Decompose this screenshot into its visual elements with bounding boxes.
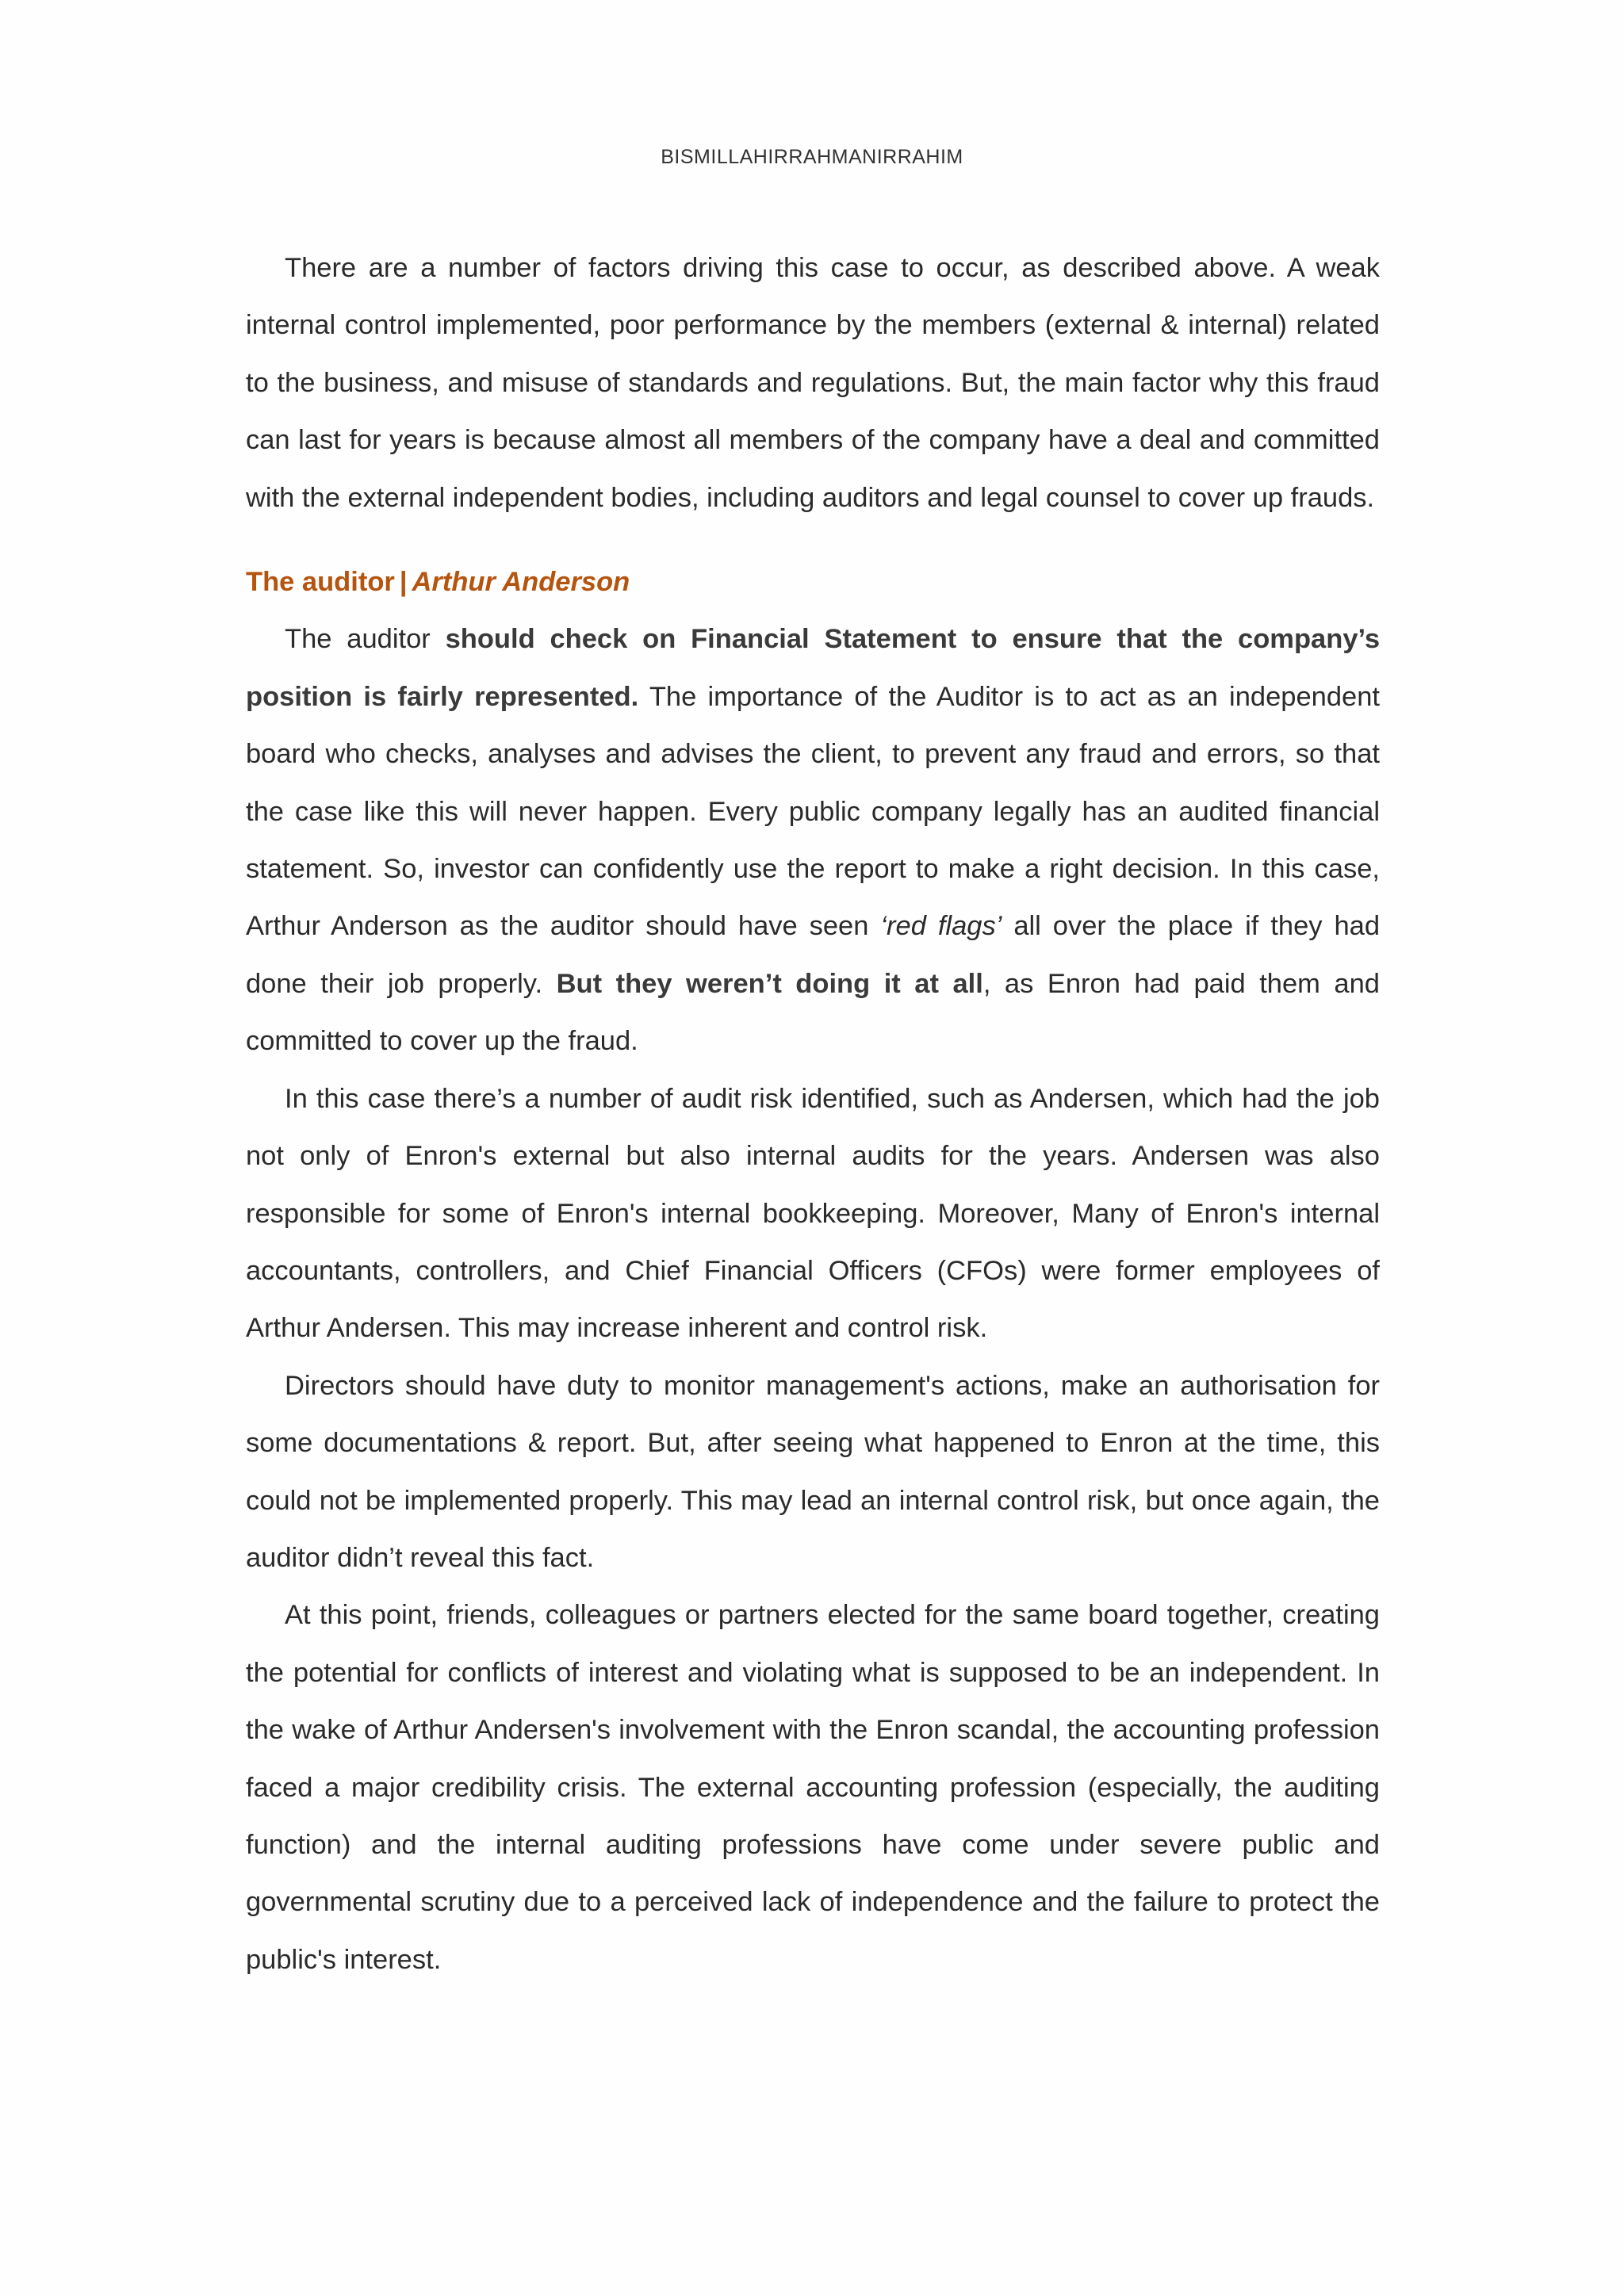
directors-paragraph: Directors should have duty to monitor management's actions, make an authorisation for some documentations & report. But, after seeing what happened to Enron at the time, this could not be implemented properly. This may lead an internal control risk, but once again, the auditor didn’t reveal this fact. xyxy=(246,1370,1380,1573)
independence-paragraph: At this point, friends, colleagues or partners elected for the same board together, creating the potential for conflicts of interest and violating what is supposed to be an independent. In the wake of Arthur Andersen's involvement with the Enron scandal, the accounting profession faced a major credibility crisis. The external accounting profession (especially, the auditing function) and the internal auditing professions have come under severe public and governmental scrutiny due to a perceived lack of independence and the failure to protect the public's interest. xyxy=(246,1600,1380,1975)
p1-italic-red-flags: ‘red flags’ xyxy=(880,911,1002,942)
heading-prefix: The auditor xyxy=(246,567,395,598)
auditor-role-paragraph xyxy=(246,610,1380,1070)
p1-bold-2: But they weren’t doing it at all xyxy=(556,968,983,999)
intro-paragraph: There are a number of factors driving this case to occur, as described above. A weak internal control implemented, poor performance by the members (external & internal) related to the business, and misuse of standards and regulations. But, the main factor why this fraud can last for years is because almost all members of the company have a deal and committed with the external independent bodies, including auditors and legal counsel to cover up frauds. xyxy=(246,253,1380,513)
p1-text-2: The importance of the Auditor is to act as an independent board who checks, analyses and advises the client, to prevent any fraud and errors, so that the case like this will never happen. Every public company legally has an audited financial statement. So, investor can confidently use the report to make a right decision. In this case, Arthur Anderson as the auditor should have seen xyxy=(246,681,1380,942)
running-header: BISMILLAHIRRAHMANIRRAHIM xyxy=(661,146,963,168)
heading-separator: | xyxy=(399,567,408,598)
p1-text-1: The auditor xyxy=(285,624,446,655)
p1-bold-1: should check on Financial Statement to ensure that the company’s position is fairly represented. xyxy=(246,624,1381,712)
audit-risk-paragraph: In this case there’s a number of audit risk identified, such as Andersen, which had the job not only of Enron's external but also internal audits for the years. Andersen was also responsible for some of Enron's internal bookkeeping. Moreover, Many of Enron's internal accountants, controllers, and Chief Financial Officers (CFOs) were former employees of Arthur Andersen. This may increase inherent and control risk. xyxy=(246,1083,1380,1344)
section-heading xyxy=(246,553,1380,610)
heading-auditor-name: Arthur Anderson xyxy=(412,567,630,598)
document-body xyxy=(246,239,1380,1988)
p1-text-4: , as Enron had paid them and committed to cover up the fraud. xyxy=(246,968,1380,1057)
p1-text-3: all over the place if they had done their job properly. xyxy=(246,911,1381,999)
